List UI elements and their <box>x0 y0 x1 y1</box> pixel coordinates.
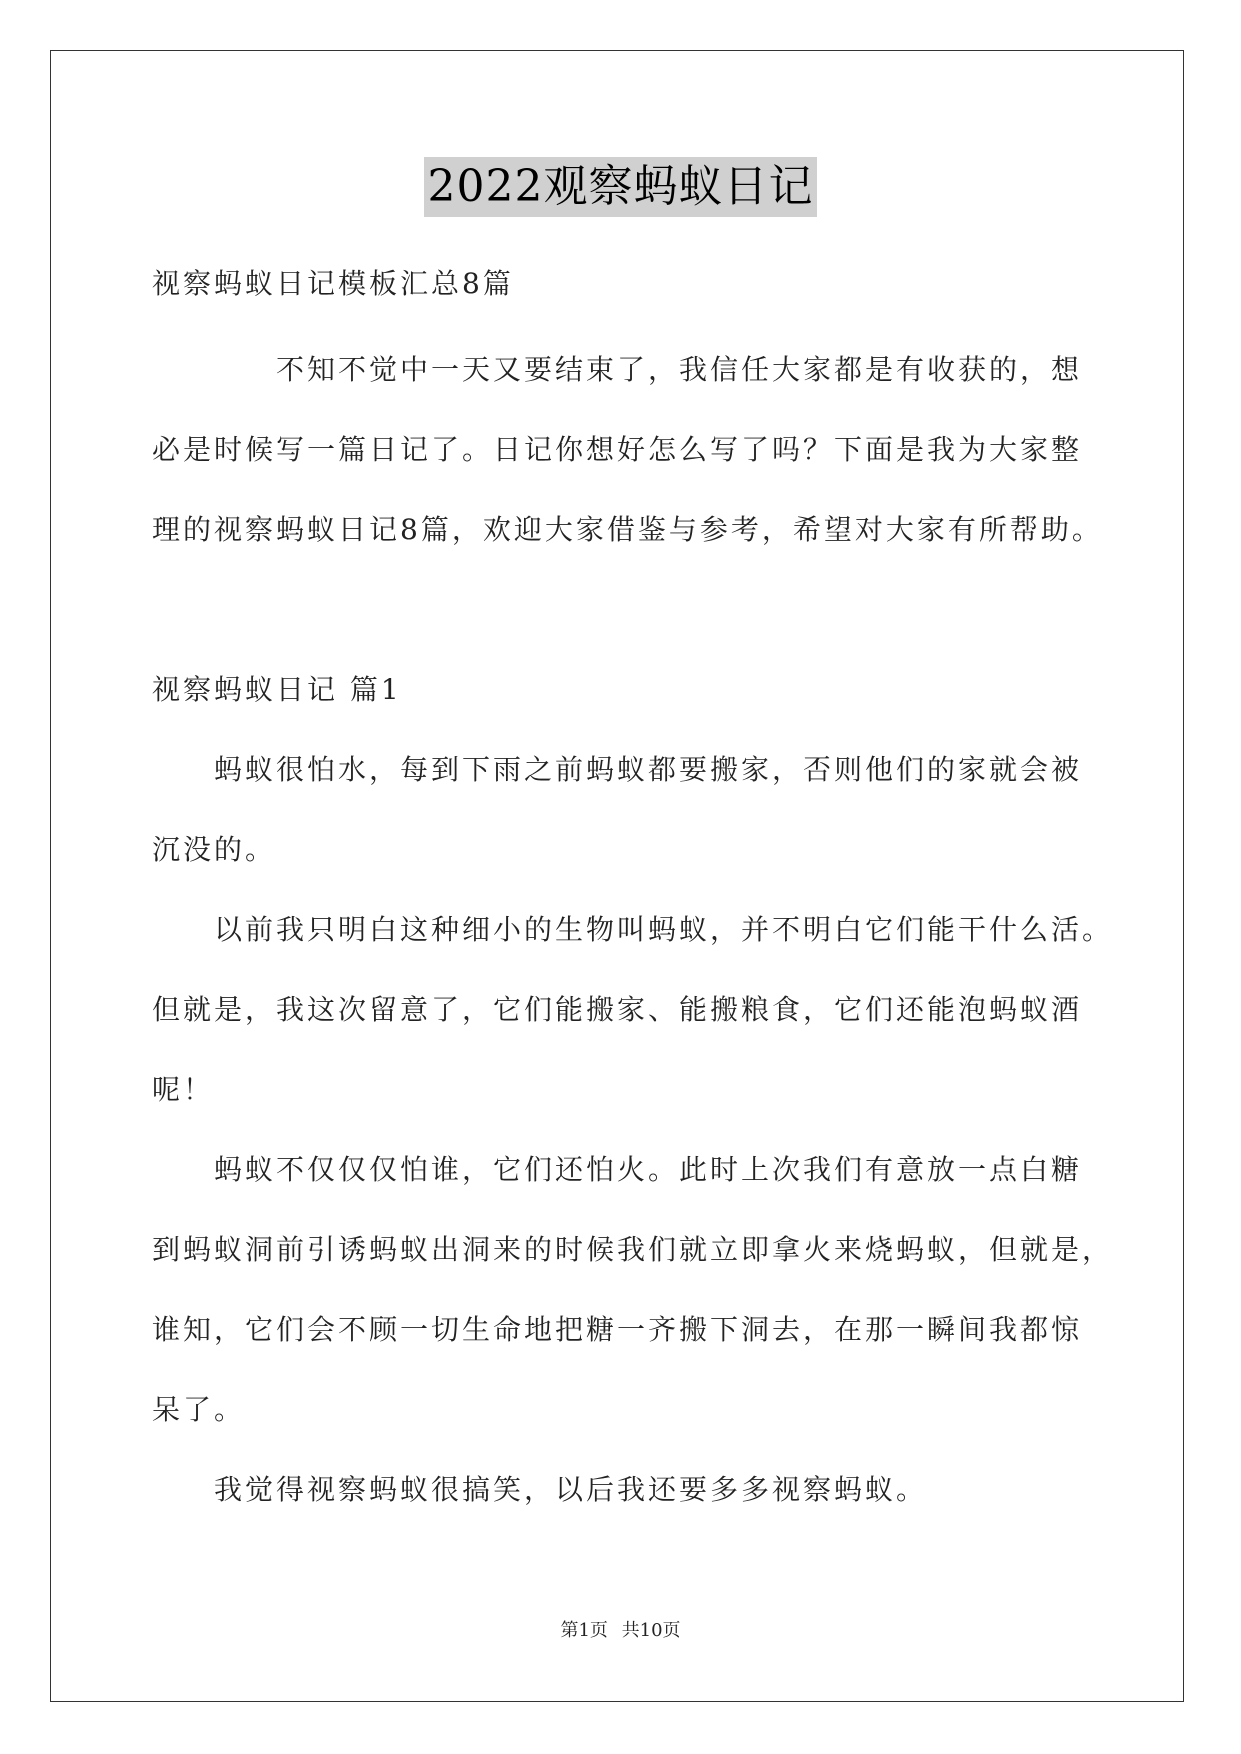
paragraph-line: 沉没的。 <box>152 833 277 866</box>
paragraph-line: 蚂蚁很怕水，每到下雨之前蚂蚁都要搬家，否则他们的家就会被 <box>214 753 1083 786</box>
page-total: 共10页 <box>621 1620 681 1641</box>
paragraph-line: 呢！ <box>152 1073 215 1106</box>
paragraph-line: 但就是，我这次留意了，它们能搬家、能搬粮食，它们还能泡蚂蚁酒 <box>152 993 1083 1026</box>
paragraph-line: 我觉得视察蚂蚁很搞笑，以后我还要多多视察蚂蚁。 <box>214 1473 928 1506</box>
paragraph-line: 谁知，它们会不顾一切生命地把糖一齐搬下洞去，在那一瞬间我都惊 <box>152 1313 1083 1346</box>
title-container <box>0 157 1241 217</box>
paragraph-line: 到蚂蚁洞前引诱蚂蚁出洞来的时候我们就立即拿火来烧蚂蚁，但就是， <box>152 1233 1114 1266</box>
intro-line-3: 理的视察蚂蚁日记8篇，欢迎大家借鉴与参考，希望对大家有所帮助。 <box>152 513 1103 546</box>
document-title: 2022观察蚂蚁日记 <box>424 157 818 217</box>
page-footer <box>0 1616 1241 1642</box>
intro-line-2: 必是时候写一篇日记了。日记你想好怎么写了吗？下面是我为大家整 <box>152 433 1083 466</box>
paragraph-line: 蚂蚁不仅仅仅怕谁，它们还怕火。此时上次我们有意放一点白糖 <box>214 1153 1083 1186</box>
section-heading: 视察蚂蚁日记 篇1 <box>152 673 402 706</box>
paragraph-line: 呆了。 <box>152 1393 246 1426</box>
intro-line-1: 不知不觉中一天又要结束了，我信任大家都是有收获的，想 <box>276 353 1083 386</box>
subtitle-line: 视察蚂蚁日记模板汇总8篇 <box>152 267 514 300</box>
page-number: 第1页 <box>560 1620 608 1641</box>
paragraph-line: 以前我只明白这种细小的生物叫蚂蚁，并不明白它们能干什么活。 <box>214 913 1114 946</box>
